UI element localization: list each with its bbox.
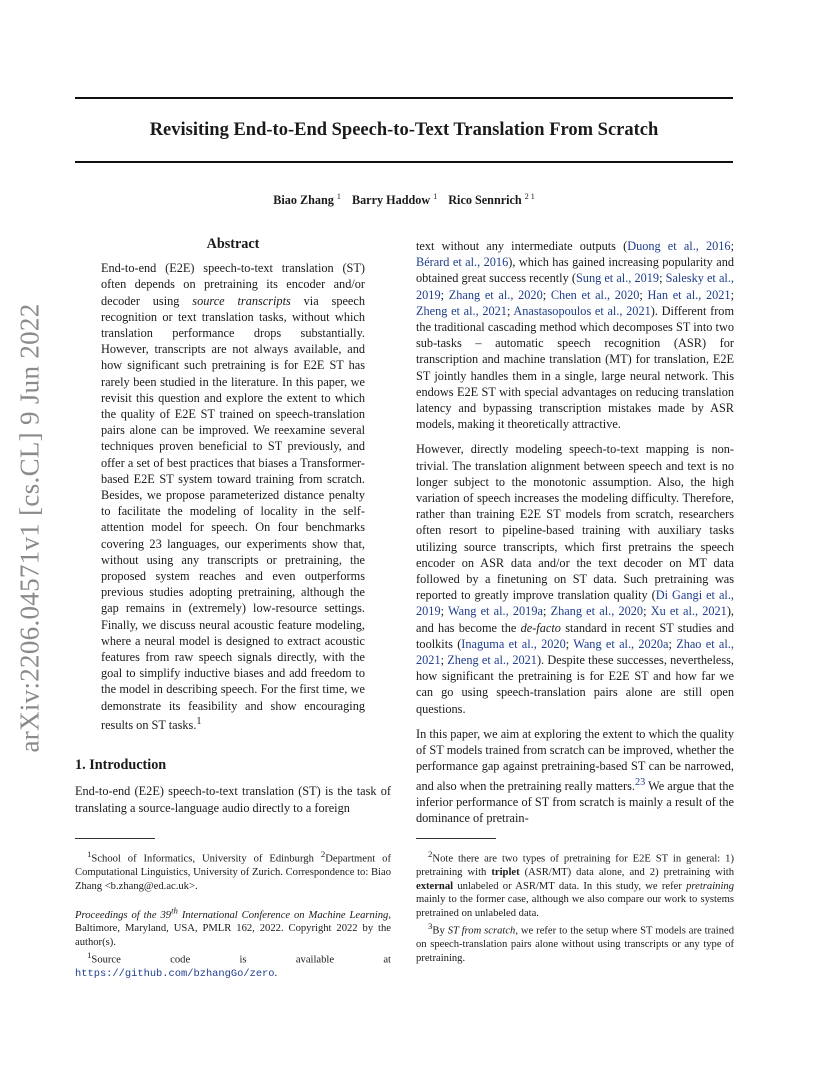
citation-link[interactable]: Sung et al., 2019 <box>575 271 660 286</box>
title-top-rule <box>75 97 733 99</box>
citation-separator: ; <box>659 271 666 286</box>
footnote-text: (ASR/MT) data alone, and 2) pretraining with <box>519 867 735 879</box>
abstract-text: End-to-end (E2E) speech-to-text translation (ST) often depends on pretraining its encoder and/or decoder using <box>101 261 365 308</box>
citation-link[interactable]: Zhang et al., 2020 <box>448 287 543 302</box>
citation-separator: ; <box>639 287 648 302</box>
citation-separator: ; <box>668 636 677 651</box>
citation-separator: ; <box>542 604 551 619</box>
citation-link[interactable]: Inaguma et al., 2020 <box>461 636 566 651</box>
source-code-link[interactable]: https://github.com/bzhangGo/zero <box>75 968 275 981</box>
proceedings-text: , Baltimore, Maryland, USA, PMLR 162, 2022. Copyright 2022 by the author(s). <box>75 909 391 948</box>
citation-separator: ; <box>440 287 449 302</box>
footnote-marker: 1 <box>196 715 202 727</box>
left-column <box>75 236 391 816</box>
footnote-text: , we refer to the setup where ST models are trained on speech-translation pairs alone without using transcripts or any type of pretraining. <box>416 925 735 964</box>
footnote-text: mainly to the former case, although we also compare our work to systems pretrained on unlabeled data. <box>416 894 734 919</box>
affiliation-footnote <box>75 848 391 893</box>
citation-link[interactable]: Bérard et al., 2016 <box>416 255 509 270</box>
footnote-marker: 1 <box>87 849 92 859</box>
citation-separator: ; <box>643 604 651 619</box>
body-paragraph <box>416 238 734 432</box>
footnote-3 <box>416 920 734 965</box>
abstract-body <box>101 260 365 733</box>
body-text: ), which has gained increasing popularity and obtained great success recently ( <box>416 255 735 286</box>
abstract-text: via speech recognition or text translation tasks, without which translation performance drops substantially. However, transcripts are not always available, and how significant such pretraining is for E2E ST has rarely been studied in the literature. In this paper, we revisit this question and explore the extent to which the quality of E2E ST trained on speech-translation pairs alone can be improved. We reexamine several techniques proven beneficial to ST previously, and offer a set of best practices that biases a Transformer-based E2E ST system toward training from scratch. Besides, we propose parameterized distance penalty to facilitate the modeling of locality in the self-attention model for speech. On four benchmarks covering 23 languages, our experiments show that, without using any transcripts or pretraining, the proposed system reaches and even outperforms previous studies adopting pretraining, although the gap remains in (extremely) low-resource settings. Finally, we discuss neural acoustic feature modeling, where a neural model is designed to extract acoustic features from raw speech signals directly, with the goal to simplify inductive biases and add freedom to the model in describing speech. For the first time, we demonstrate its feasibility and show encouraging results on ST tasks. <box>101 293 365 732</box>
arxiv-identifier: arXiv:2206.04571v1 [cs.CL] 9 Jun 2022 <box>14 303 45 753</box>
citation-separator: ; <box>730 239 734 253</box>
citation-link[interactable]: Wang et al., 2019a <box>448 604 543 619</box>
footnote-text: Department of Computational Linguistics, University of Zurich. Correspondence to: Biao Zhang <b.zhang@ed.ac.uk>. <box>75 853 391 892</box>
footnote-marker: 3 <box>428 921 433 932</box>
citation-link[interactable]: Zhang et al., 2020 <box>550 604 644 619</box>
citation-link[interactable]: Duong et al., 2016 <box>627 239 731 253</box>
arxiv-watermark <box>8 298 52 758</box>
footnote-marker[interactable]: 23 <box>634 776 646 788</box>
footnote-2 <box>416 848 734 920</box>
body-text: standard in recent ST studies and toolkits ( <box>416 620 734 651</box>
citation-link[interactable]: Han et al., 2021 <box>647 287 731 302</box>
citation-link[interactable]: Wang et al., 2020a <box>573 636 669 651</box>
citation-link[interactable]: Anastasopoulos et al., 2021 <box>513 303 651 318</box>
citation-separator: ; <box>506 303 514 318</box>
citation-link[interactable]: Salesky et al., 2019 <box>416 271 734 302</box>
citation-separator: ; <box>440 653 448 668</box>
footnote-emphasis: ST from scratch <box>447 925 516 937</box>
body-text: We argue that the inferior performance of ST from scratch is mainly a result of the dominance of pretrain- <box>416 778 734 825</box>
citation-separator: ; <box>440 604 448 619</box>
code-footnote <box>75 949 391 982</box>
footnote-text: School of Informatics, University of Edinburgh <box>91 853 321 865</box>
citation-separator: ; <box>730 287 735 302</box>
body-text: ). Different from the traditional cascading method which decomposes ST into two sub-tasks – automatic speech recognition (ASR) for transcription and machine translation (MT) for translation, E2E ST jointly handles them in a single, large neural network. This endows E2E ST with special advantages on reducing translation latency and bypassing transcription mistakes made by ASR models, making it theoretically attractive. <box>416 303 735 432</box>
author-name: Rico Sennrich <box>448 193 522 208</box>
author-affiliation-mark: 1 <box>336 192 341 201</box>
body-text: However, directly modeling speech-to-text mapping is non-trivial. The translation alignment between speech and text is no longer subject to the monotonic assumption. Also, the high variation of speech increases the modeling difficulty. Therefore, rather than training E2E ST models from scratch, researchers often resort to pipeline-based training with auxiliary tasks utilizing source transcripts, which first pretrains the speech encoder on ASR data and/or the text decoder on MT data followed by a finetuning on ST data. Such pretraining was reported to greatly improve translation quality ( <box>416 442 734 603</box>
author-list <box>75 192 733 208</box>
body-paragraph <box>416 441 734 716</box>
paper-title: Revisiting End-to-End Speech-to-Text Translation From Scratch <box>149 120 659 140</box>
author-affiliation-mark: 2 1 <box>524 192 535 201</box>
author-name: Barry Haddow <box>351 193 431 208</box>
footnotes-right <box>416 838 734 965</box>
intro-paragraph: End-to-end (E2E) speech-to-text translation (ST) is the task of translating a source-language audio directly to a foreign <box>75 784 391 815</box>
body-text: In this paper, we aim at exploring the extent to which the quality of ST models trained from scratch can be improved, whether the performance gap against pretraining-based ST can be narrowed, and also when the pretraining really matters. <box>416 726 734 793</box>
footnote-text: By <box>432 925 448 937</box>
abstract-heading: Abstract <box>206 236 260 252</box>
footnote-bold: external <box>416 880 454 892</box>
citation-link[interactable]: Zheng et al., 2021 <box>416 303 507 318</box>
proceedings-text: Proceedings of the 39 <box>75 909 172 921</box>
body-text: ), and has become the <box>416 604 734 635</box>
proceedings-text: International Conference on Machine Learning <box>177 909 389 921</box>
footnote-divider <box>416 838 496 839</box>
section-heading-introduction: 1. Introduction <box>75 757 167 774</box>
body-text: text without any intermediate outputs ( <box>416 239 628 253</box>
title-bottom-rule <box>75 161 733 163</box>
footnote-text: unlabeled or ASR/MT data. In this study, we refer <box>453 880 687 892</box>
citation-link[interactable]: Di Gangi et al., 2019 <box>416 588 734 619</box>
footnote-marker: 1 <box>87 950 92 961</box>
footnote-text: Note there are two types of pretraining for E2E ST in general: 1) pretraining with <box>416 853 734 879</box>
body-text: ). Despite these successes, nevertheless, how significant the pretraining is for E2E ST and how far we can go using speech-translation pairs alone are still open questions. <box>416 653 734 716</box>
footnote-text: Source code is available at <box>91 954 391 966</box>
citation-separator: ; <box>542 287 551 302</box>
footnote-marker: 2 <box>320 849 326 859</box>
author-name: Biao Zhang <box>273 193 334 208</box>
footnote-emphasis: pretraining <box>686 880 734 892</box>
author-affiliation-mark: 1 <box>433 192 438 201</box>
footnotes-left <box>75 838 391 982</box>
footnote-bold: triplet <box>491 867 520 879</box>
citation-link[interactable]: Zhao et al., 2021 <box>416 636 734 668</box>
body-paragraph <box>416 726 734 826</box>
ordinal-suffix: th <box>171 905 178 916</box>
citation-link[interactable]: Chen et al., 2020 <box>550 287 640 302</box>
footnote-marker: 2 <box>428 849 433 859</box>
proceedings-note <box>75 904 391 949</box>
citation-separator: ; <box>565 636 574 651</box>
footnote-divider <box>75 838 155 839</box>
body-emphasis: de-facto <box>520 620 561 635</box>
citation-link[interactable]: Zheng et al., 2021 <box>447 653 537 668</box>
footnote-text: . <box>274 968 278 980</box>
right-column <box>416 238 734 835</box>
citation-link[interactable]: Xu et al., 2021 <box>650 604 727 619</box>
abstract-emphasis: source transcripts <box>192 293 291 308</box>
